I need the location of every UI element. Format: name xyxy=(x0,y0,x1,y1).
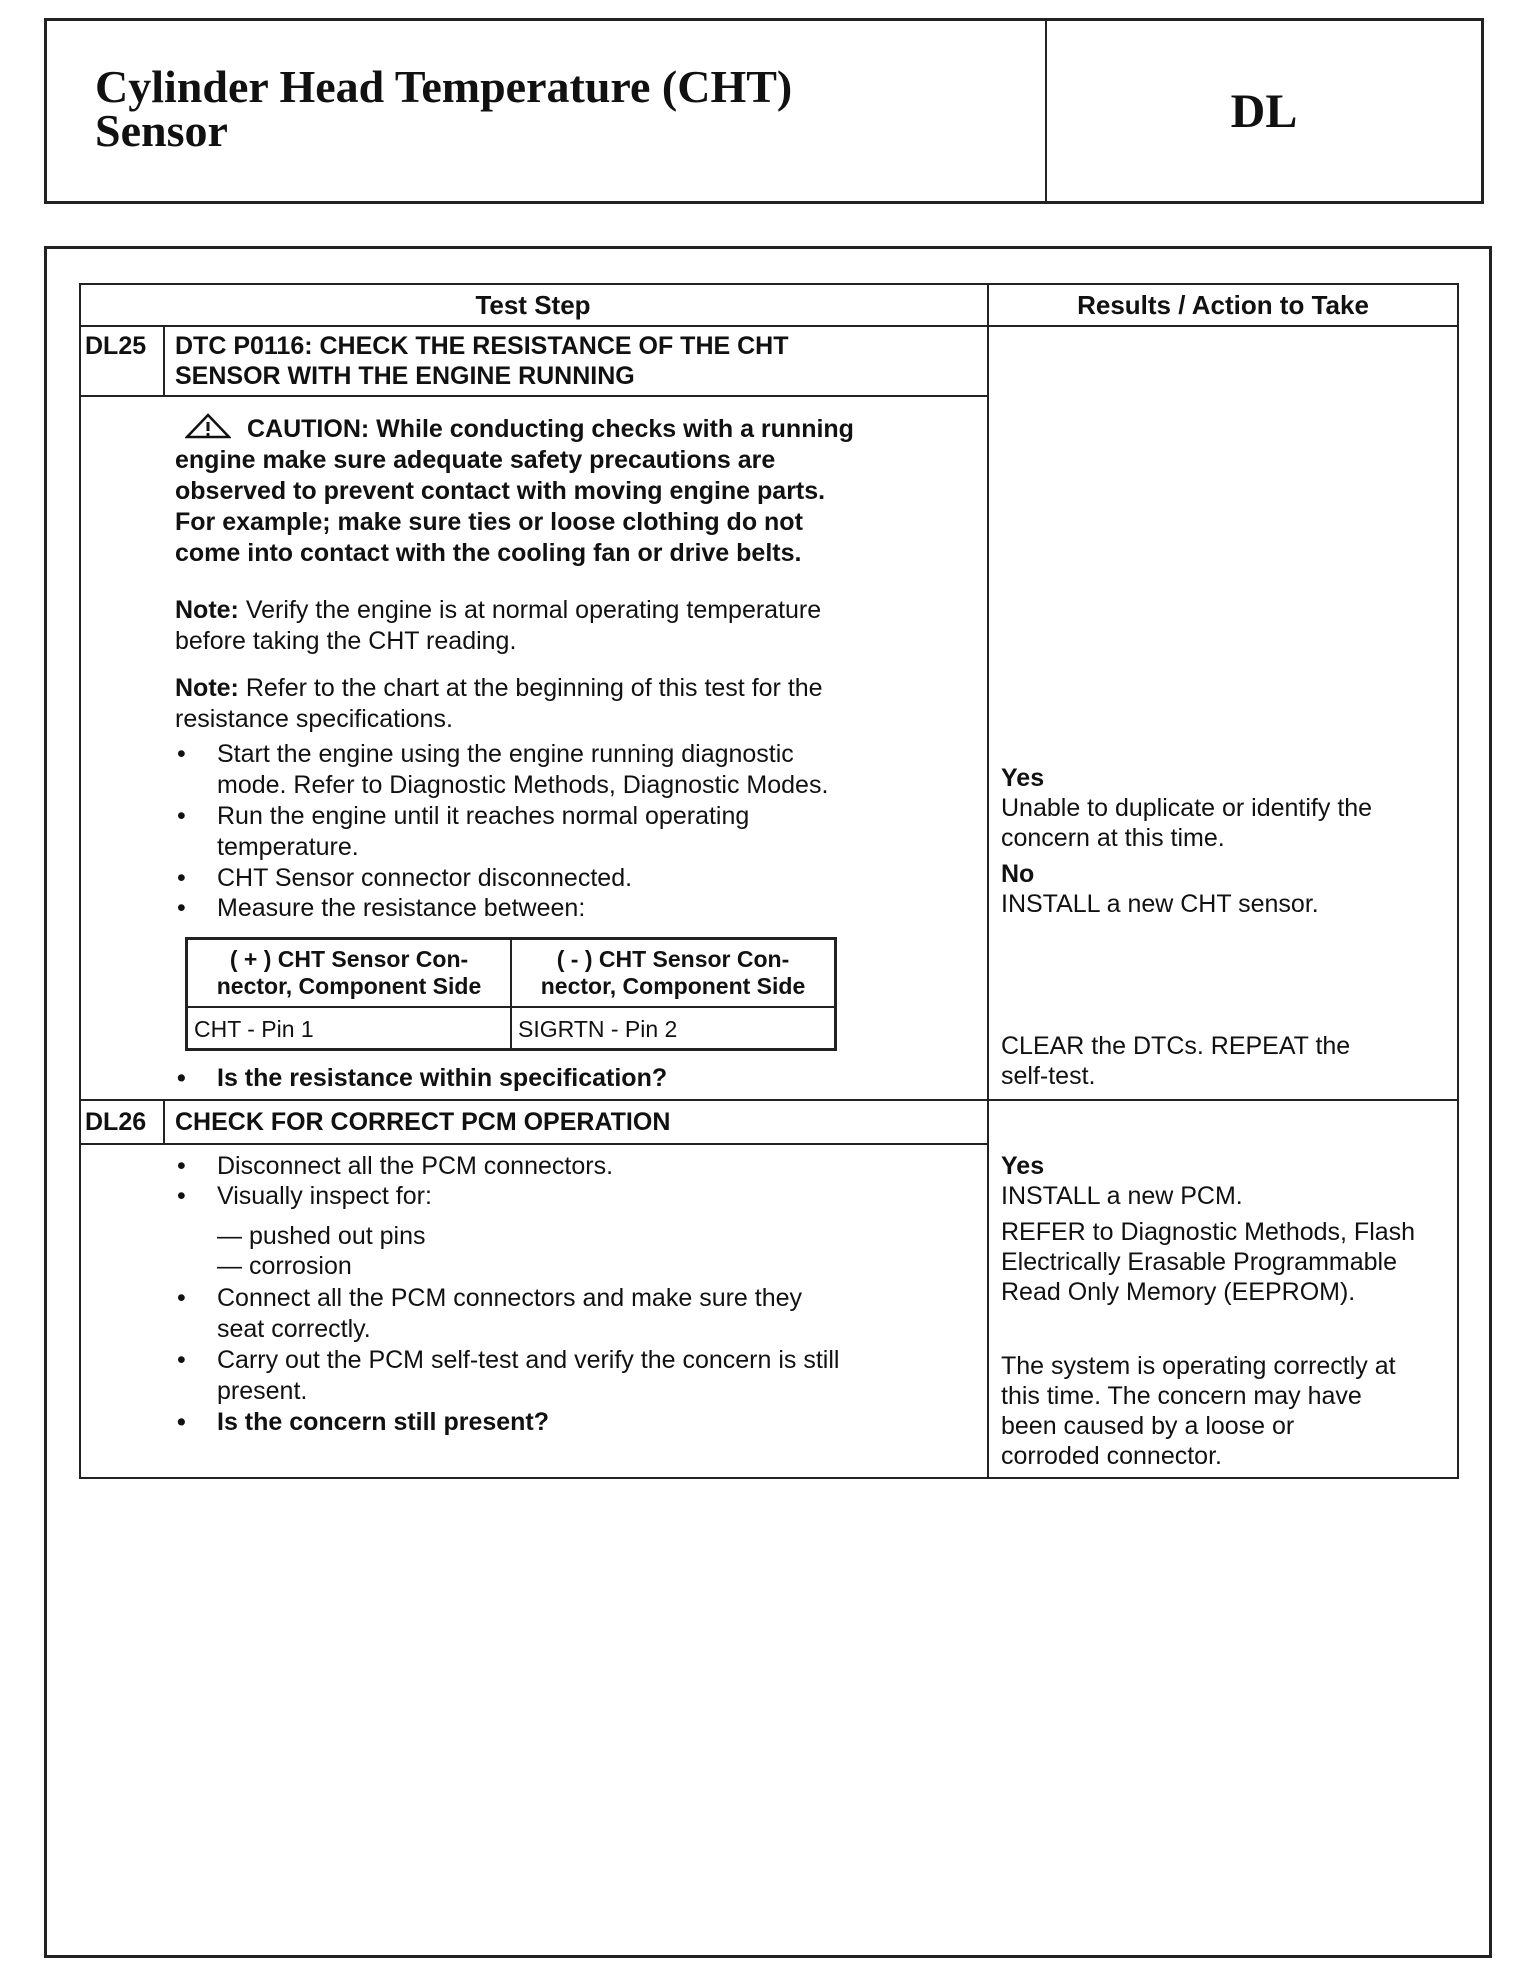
dl25-bullet-1-line-1: • Start the engine using the engine running diagnostic xyxy=(217,740,794,768)
dl26-bullet-1: • Disconnect all the PCM connectors. xyxy=(217,1151,613,1182)
dl26-bullet-3 xyxy=(217,1283,802,1345)
pin-table xyxy=(185,937,837,1051)
dl26-bullet-4 xyxy=(217,1345,839,1407)
dl25-no-line-1: INSTALL a new CHT sensor. xyxy=(1001,890,1319,918)
dl25-bullet-3: • CHT Sensor connector disconnected. xyxy=(217,863,632,894)
note-2-line-2: resistance specifications. xyxy=(175,705,453,733)
dl25-bullet-2-line-1: • Run the engine until it reaches normal operating xyxy=(217,802,750,830)
dl25-yes-line-1: Unable to duplicate or identify the xyxy=(1001,794,1373,822)
caution-line-1: CAUTION: While conducting checks with a running xyxy=(247,415,854,443)
pin-table-plus-value: CHT - Pin 1 xyxy=(194,1016,314,1042)
col-header-results: Results / Action to Take xyxy=(1077,290,1369,320)
header-box xyxy=(44,18,1484,204)
dl26-bullet-3-line-2: seat correctly. xyxy=(217,1315,371,1343)
pin-table-head-minus-2: nector, Component Side xyxy=(540,973,806,999)
dl25-yes-label: Yes xyxy=(1001,764,1045,792)
dl26-no-line-3: been caused by a loose or xyxy=(1001,1412,1295,1440)
pin-table-head-plus-2: nector, Component Side xyxy=(216,973,482,999)
section-code: DL xyxy=(1230,84,1298,138)
note-1-line-2: before taking the CHT reading. xyxy=(175,627,517,655)
dl26-title: CHECK FOR CORRECT PCM OPERATION xyxy=(175,1108,671,1136)
dl26-refer-line-3: Read Only Memory (EEPROM). xyxy=(1001,1278,1356,1306)
dl25-bullet-2-line-2: temperature. xyxy=(217,833,359,861)
dl26-bullet-2: • Visually inspect for: xyxy=(217,1181,432,1212)
dl26-dash-1: — pushed out pins xyxy=(217,1222,426,1250)
caution-triangle-icon xyxy=(185,413,231,439)
dl26-question: • Is the concern still present? xyxy=(217,1407,549,1438)
diagnostic-table xyxy=(79,283,1459,1479)
dl25-bullet-4: • Measure the resistance between: xyxy=(217,893,585,924)
dl25-bullet-1-link: Diagnostic Modes. xyxy=(622,771,829,799)
dl25-title-1: DTC P0116: CHECK THE RESISTANCE OF THE CHT xyxy=(175,332,789,360)
dl25-question: • Is the resistance within specification? xyxy=(217,1063,667,1094)
note-1-text: Verify the engine is at normal operating temperature xyxy=(238,596,822,624)
col-header-test-step: Test Step xyxy=(475,290,591,320)
caution-block xyxy=(175,413,854,569)
dl25-bullet-1-line-2: mode. Refer to Diagnostic Methods, xyxy=(217,771,623,799)
dl25-bullet-2 xyxy=(217,801,749,863)
dl25-title-2: SENSOR WITH THE ENGINE RUNNING xyxy=(175,362,635,390)
dl26-no-line-2: this time. The concern may have xyxy=(1001,1382,1362,1410)
main-box xyxy=(44,246,1492,1958)
title-line-1: Cylinder Head Temperature (CHT) xyxy=(95,61,793,112)
dl26-yes-label: Yes xyxy=(1001,1152,1045,1180)
note-2-text: Refer to the chart at the beginning of this test for the xyxy=(238,674,823,702)
caution-line-5: come into contact with the cooling fan or drive belts. xyxy=(175,539,802,567)
dl25-no-line-3: self-test. xyxy=(1001,1062,1096,1090)
dl26-no-line-1: The system is operating correctly at xyxy=(1001,1352,1396,1380)
caution-line-4: For example; make sure ties or loose clothing do not xyxy=(175,508,803,536)
dl26-bullet-3-line-1: • Connect all the PCM connectors and make sure they xyxy=(217,1284,803,1312)
caution-line-2: engine make sure adequate safety precautions are xyxy=(175,446,776,474)
note-2-label: Note: xyxy=(175,674,239,702)
dl25-yes-line-2: concern at this time. xyxy=(1001,824,1225,852)
dl26-bullet-4-line-1: • Carry out the PCM self-test and verify the concern is still xyxy=(217,1346,840,1374)
pin-table-head-plus xyxy=(188,940,510,1006)
dl25-no-line-2: CLEAR the DTCs. REPEAT the xyxy=(1001,1032,1351,1060)
note-2 xyxy=(175,673,823,735)
note-1-label: Note: xyxy=(175,596,239,624)
dl26-refer-line-1: REFER to Diagnostic Methods, Flash xyxy=(1001,1218,1416,1246)
step-id-dl26: DL26 xyxy=(85,1108,147,1136)
pin-table-minus-value: SIGRTN - Pin 2 xyxy=(518,1016,678,1042)
pin-table-head-minus xyxy=(512,940,834,1006)
dl25-bullet-1 xyxy=(217,739,828,801)
page-title xyxy=(47,21,1047,201)
dl26-yes-line-1: INSTALL a new PCM. xyxy=(1001,1182,1243,1210)
note-1 xyxy=(175,595,821,657)
dl26-refer-line-2: Electrically Erasable Programmable xyxy=(1001,1248,1397,1276)
pin-table-head-minus-1: ( - ) CHT Sensor Con- xyxy=(556,946,790,972)
dl26-no-line-4: corroded connector. xyxy=(1001,1442,1222,1470)
title-line-2: Sensor xyxy=(95,105,228,156)
caution-line-3: observed to prevent contact with moving engine parts. xyxy=(175,477,826,505)
dl26-bullet-4-line-2: present. xyxy=(217,1377,308,1405)
dl25-no-label: No xyxy=(1001,860,1035,888)
dl26-dash-2: — corrosion xyxy=(217,1252,352,1280)
pin-table-head-plus-1: ( + ) CHT Sensor Con- xyxy=(229,946,469,972)
step-id-dl25: DL25 xyxy=(85,332,147,360)
